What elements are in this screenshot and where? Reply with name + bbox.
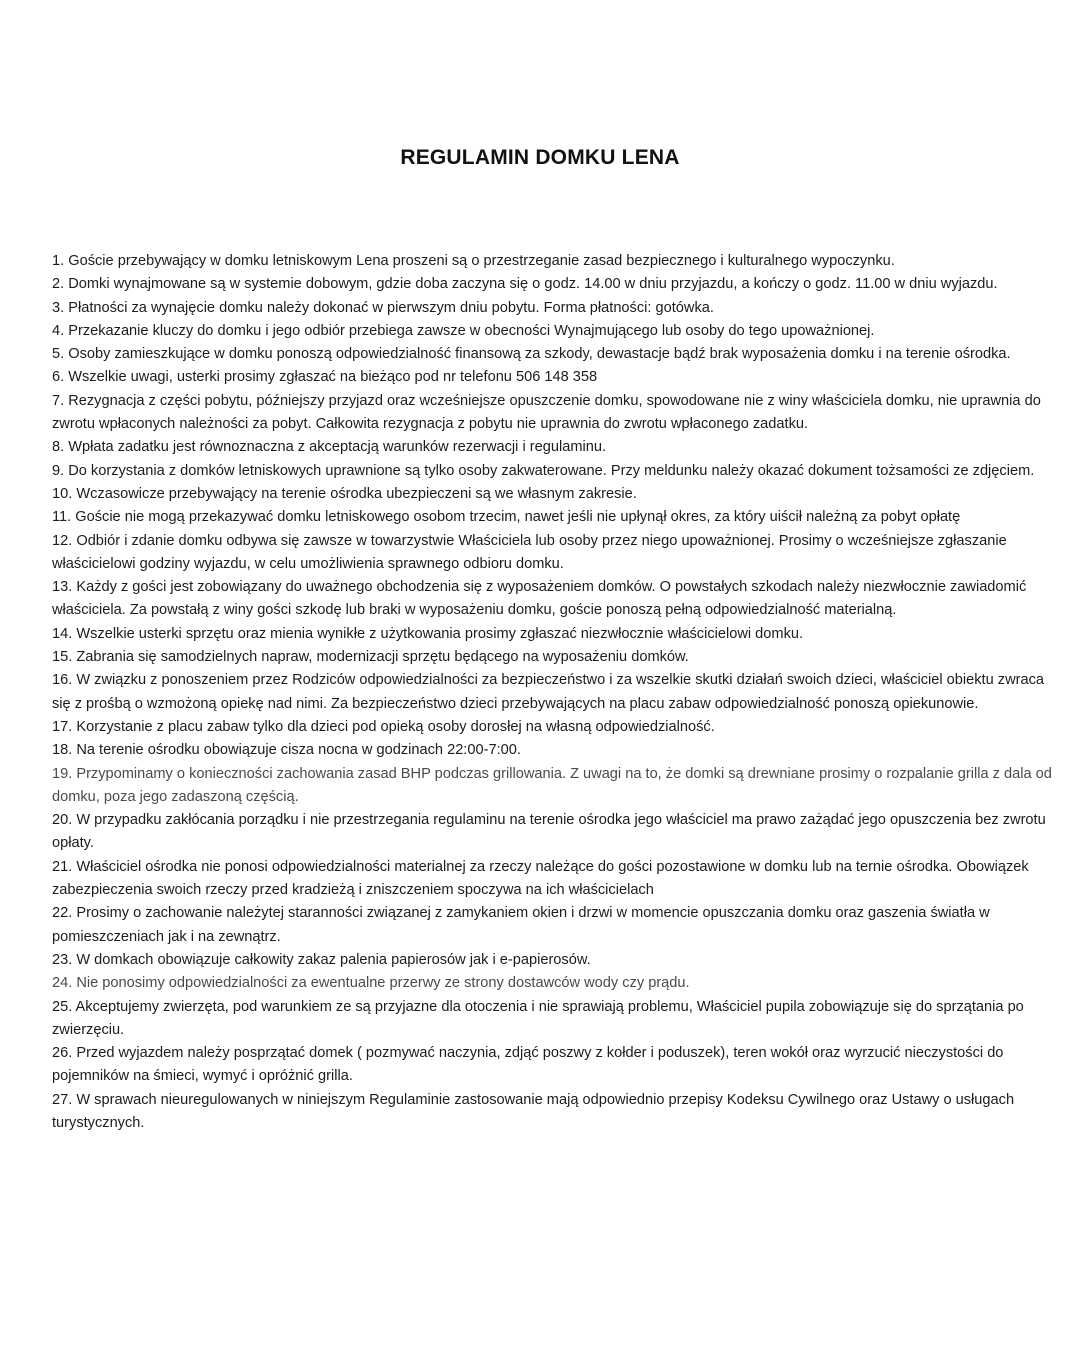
rule-item: 7. Rezygnacja z części pobytu, późniejszy przyjazd oraz wcześniejsze opuszczenie domku, spowodowane nie z winy właściciela domku, nie uprawnia do zwrotu wpłaconych należności za pobyt. Całkowita rezygnacja z pobytu nie uprawnia do zwrotu wpłaconego zadatku. — [52, 392, 1041, 433]
rule-item: 12. Odbiór i zdanie domku odbywa się zawsze w towarzystwie Właściciela lub osoby przez niego upoważnionej. Prosimy o wcześniejsze zgłaszanie właścicielowi godziny wyjazdu, w celu umożliwienia sprawnego odbioru domku. — [52, 532, 1007, 572]
rule-item: 6. Wszelkie uwagi, usterki prosimy zgłaszać na bieżąco pod nr telefonu 506 148 358 — [52, 369, 598, 386]
rule-item: 4. Przekazanie kluczy do domku i jego odbiór przebiega zawsze w obecności Wynajmującego lub osoby do tego upoważnionej. — [52, 322, 875, 339]
rule-item: 20. W przypadku zakłócania porządku i nie przestrzegania regulaminu na terenie ośrodka jego właściciel ma prawo zażądać jego opuszczenia bez zwrotu opłaty. — [52, 812, 1046, 852]
rule-item: 13. Każdy z gości jest zobowiązany do uważnego obchodzenia się z wyposażeniem domków. O powstałych szkodach należy niezwłocznie zawiadomić właściciela. Za powstałą z winy gości szkodę lub braki w wyposażeniu domku, goście ponoszą pełną odpowiedzialność materialną. — [52, 579, 1027, 619]
rule-item: 27. W sprawach nieuregulowanych w niniejszym Regulaminie zastosowanie mają odpowiednio przepisy Kodeksu Cywilnego oraz Ustawy o usługach turystycznych. — [52, 1091, 1015, 1131]
document-title: REGULAMIN DOMKU LENA — [400, 146, 680, 169]
rule-item: 22. Prosimy o zachowanie należytej staranności związanej z zamykaniem okien i drzwi w momencie opuszczania domku oraz gaszenia światła w pomieszczeniach jak i na zewnątrz. — [52, 905, 990, 945]
rule-item: 10. Wczasowicze przebywający na terenie ośrodka ubezpieczeni są we własnym zakresie. — [52, 485, 637, 502]
rule-item: 2. Domki wynajmowane są w systemie dobowym, gdzie doba zaczyna się o godz. 14.00 w dniu przyjazdu, a kończy o godz. 11.00 w dniu wyjazdu. — [52, 276, 998, 293]
rule-item: 21. Właściciel ośrodka nie ponosi odpowiedzialności materialnej za rzeczy należące do gości pozostawione w domku lub na ternie ośrodka. Obowiązek zabezpieczenia swoich rzeczy przed kradzieżą i zniszczeniem spoczywa na ich właścicielach — [52, 858, 1029, 899]
rule-item: 5. Osoby zamieszkujące w domku ponoszą odpowiedzialność finansową za szkody, dewastacje bądź brak wyposażenia domku i na terenie ośrodka. — [52, 346, 1011, 363]
rule-item: 15. Zabrania się samodzielnych napraw, modernizacji sprzętu będącego na wyposażeniu domków. — [52, 649, 689, 666]
rule-item: 17. Korzystanie z placu zabaw tylko dla dzieci pod opieką osoby dorosłej na własną odpowiedzialność. — [52, 718, 715, 735]
rule-item: 8. Wpłata zadatku jest równoznaczna z akceptacją warunków rezerwacji i regulaminu. — [52, 439, 607, 456]
rule-item: 14. Wszelkie usterki sprzętu oraz mienia wynikłe z użytkowania prosimy zgłaszać niezwłocznie właścicielowi domku. — [52, 625, 804, 642]
rule-item: 26. Przed wyjazdem należy posprzątać domek ( pozmywać naczynia, zdjąć poszwy z kołder i poduszek), teren wokół oraz wyrzucić nieczystości do pojemników na śmieci, wymyć i opróżnić grilla. — [52, 1045, 1004, 1085]
rule-item: 25. Akceptujemy zwierzęta, pod warunkiem ze są przyjazne dla otoczenia i nie sprawiają problemu, Właściciel pupila zobowiązuje się do sprzątania po zwierzęciu. — [52, 998, 1024, 1038]
rule-item: 18. Na terenie ośrodku obowiązuje cisza nocna w godzinach 22:00-7:00. — [52, 742, 521, 759]
rule-item: 16. W związku z ponoszeniem przez Rodziców odpowiedzialności za bezpieczeństwo i za wszelkie skutki działań swoich dzieci, właściciel obiektu zwraca się z prośbą o wzmożoną opiekę nad nimi. Za bezpieczeństwo dzieci przebywających na placu zabaw odpowiedzialność ponoszą opiekunowie. — [52, 672, 1044, 712]
rule-item: 3. Płatności za wynajęcie domku należy dokonać w pierwszym dniu pobytu. Forma płatności: gotówka. — [52, 299, 714, 316]
rule-item: 9. Do korzystania z domków letniskowych uprawnione są tylko osoby zakwaterowane. Przy meldunku należy okazać dokument tożsamości ze zdjęciem. — [52, 462, 1035, 479]
rule-item: 11. Goście nie mogą przekazywać domku letniskowego osobom trzecim, nawet jeśli nie upłynął okres, za który uiścił należną za pobyt opłatę — [52, 509, 961, 526]
rules-list — [52, 250, 1054, 1135]
rule-item: 23. W domkach obowiązuje całkowity zakaz palenia papierosów jak i e-papierosów. — [52, 951, 591, 968]
rule-item: 19. Przypominamy o konieczności zachowania zasad BHP podczas grillowania. Z uwagi na to, że domki są drewniane prosimy o rozpalanie grilla z dala od domku, poza jego zadaszoną częścią. — [52, 765, 1052, 805]
rule-item: 1. Goście przebywający w domku letniskowym Lena proszeni są o przestrzeganie zasad bezpiecznego i kulturalnego wypoczynku. — [52, 253, 895, 269]
rule-item: 24. Nie ponosimy odpowiedzialności za ewentualne przerwy ze strony dostawców wody czy prądu. — [52, 975, 690, 992]
